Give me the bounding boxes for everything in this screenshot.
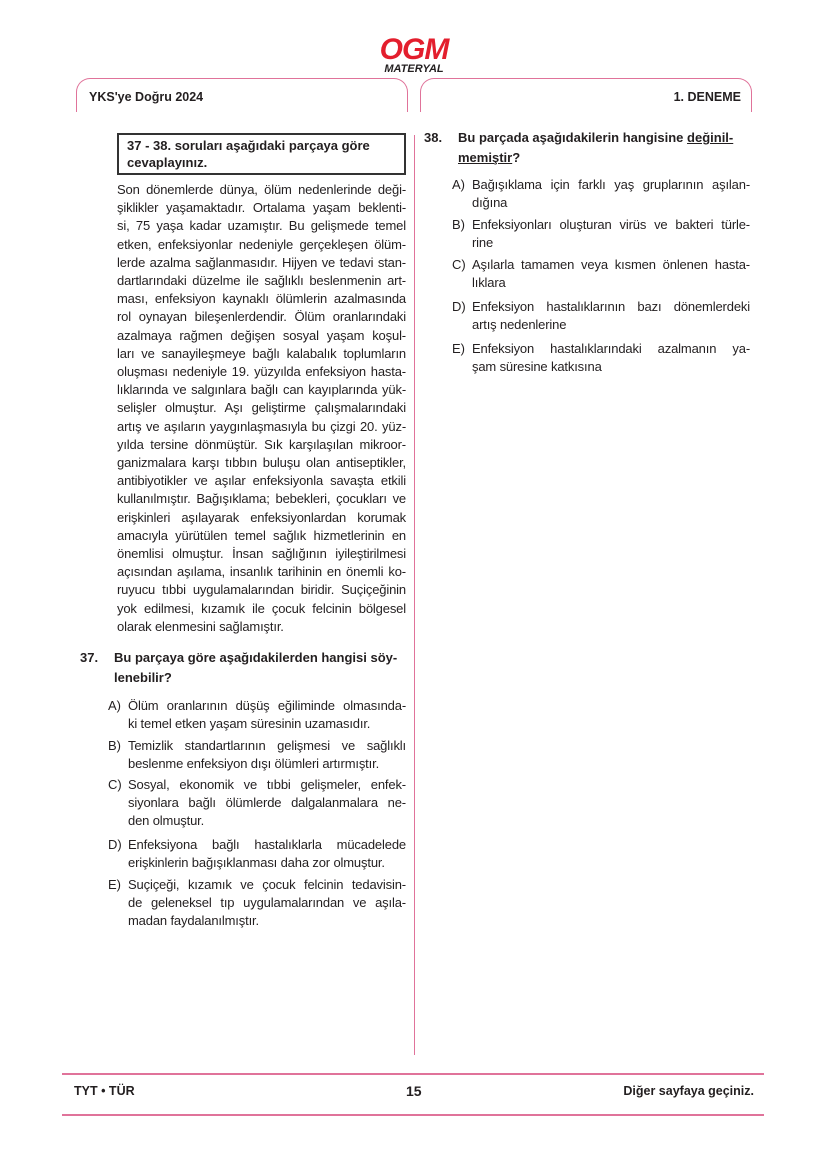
text-line: ları ve sanayileşmeye bağlı kalabalık toplumların: [117, 345, 406, 361]
text-line: si, 75 yaşa kadar uzamıştır. Bu gelişmede temel: [117, 218, 406, 234]
text-line: Suçiçeği, kızamık ve çocuk felcinin tedavisin-: [128, 877, 406, 892]
footer-subject: TYT • TÜR: [74, 1084, 135, 1098]
option-letter: D): [452, 299, 466, 314]
option-letter: E): [108, 877, 121, 892]
instruction-line: cevaplayınız.: [127, 155, 208, 170]
text-line: ganizmalara karşı tıbbın buluşu olan antiseptikler,: [117, 455, 406, 471]
text-line: ki temel etken yaşam süresinin uzamasıdır.: [128, 716, 371, 732]
instruction-line: 37 - 38. soruları aşağıdaki parçaya göre: [127, 138, 370, 153]
question-number: 38.: [424, 130, 443, 145]
text-line: Bağışıklama için farklı yaş gruplarının aşılan-: [472, 177, 750, 192]
option-letter: C): [108, 777, 122, 792]
stem-text: ?: [512, 150, 521, 165]
text-line: erişkinlerin bağışıklanması daha zor olmuştur.: [128, 855, 385, 871]
question-number: 37.: [80, 650, 99, 665]
text-line: Ölüm oranlarının düşüş eğiliminde olmasında-: [128, 698, 406, 713]
stem-underlined: değinil-: [687, 130, 734, 145]
answer-option-c[interactable]: [452, 256, 750, 292]
text-line: Temizlik standartlarının gelişmesi ve sağlıklı: [128, 738, 406, 753]
text-line: amacıyla yürütülen temel sağlık hizmetlerinin en: [117, 527, 406, 543]
text-line: Enfeksiyon hastalıklarındaki azalmanın ya-: [472, 341, 750, 356]
text-line: kullanılmıştır. Bağışıklama; bebekleri, çocukları ve: [117, 491, 406, 507]
option-text: [128, 776, 406, 831]
header-exam-name: 1. DENEME: [420, 78, 752, 112]
answer-option-e[interactable]: [452, 340, 750, 376]
text-line: şiklikler yaşamaktadır. Ortalama yaşam beklenti-: [117, 200, 406, 216]
reading-passage: [117, 181, 406, 636]
stem-text: Bu parçada aşağıdakilerin hangisine: [458, 130, 688, 145]
option-text: [128, 876, 406, 931]
text-line: ması, enfeksiyon kaynaklı ölümlerin azalmasında: [117, 291, 406, 307]
text-line: Son dönemlerde dünya, ölüm nedenlerinde deği-: [117, 182, 406, 197]
text-line: açısından aşılama, insanlık tarihinin en önemli ko-: [117, 564, 406, 580]
answer-option-b[interactable]: [452, 216, 750, 252]
question-stem: [114, 648, 406, 688]
text-line: dartlarındaki düzelme ile sağlıklı beslenmenin art-: [117, 273, 406, 289]
option-text: [472, 298, 750, 334]
option-letter: B): [452, 217, 465, 232]
ogm-materyal-logo: [372, 33, 456, 75]
footer-rule-top: [62, 1073, 764, 1075]
text-line: lerde azalma sağlanmasıdır. Hijyen ve tedavi stan-: [117, 254, 406, 270]
text-line: azalmaya rağmen değişen sosyal yaşam koşul-: [117, 327, 406, 343]
text-line: etken, enfeksiyonlar nedeniyle gerçekleşen ölüm-: [117, 236, 406, 252]
text-line: olarak elenmesini sağlamıştır.: [117, 618, 284, 634]
answer-option-a[interactable]: [452, 176, 750, 212]
option-text: [128, 836, 406, 872]
text-line: lıklarında ve salgınlara bağlı can kayıplarında yük-: [117, 382, 406, 398]
option-letter: C): [452, 257, 466, 272]
question-37: [80, 648, 406, 688]
footer-rule-bottom: [62, 1114, 764, 1116]
text-line: önemlisi olmuştur. İnsan sağlığının iyileştirilmesi: [117, 546, 406, 562]
text-line: artış ve aşıların yaygınlaşmasıyla bu çizgi 20. yüz-: [117, 418, 406, 434]
page-number: 15: [406, 1083, 422, 1099]
logo-sub: MATERYAL: [384, 63, 444, 75]
question-38: [424, 128, 750, 168]
text-line: Enfeksiyona bağlı hastalıklarla mücadelede: [128, 837, 406, 852]
question-stem: [458, 128, 750, 168]
text-line: dığına: [472, 195, 508, 211]
text-line: siyonlara bağlı ölümlerde dalgalanmalara ne-: [128, 795, 406, 811]
stem-line: lenebilir?: [114, 670, 172, 685]
option-text: [472, 216, 750, 252]
answer-option-e[interactable]: [108, 876, 406, 931]
text-line: Enfeksiyon hastalıklarının bazı dönemlerdeki: [472, 299, 750, 314]
text-line: oluşması nedeniyle 19. yüzyılda enfeksiyon hasta-: [117, 364, 406, 380]
option-letter: E): [452, 341, 465, 356]
option-text: [128, 697, 406, 733]
option-letter: A): [452, 177, 465, 192]
text-line: ruyucu tıbbi uygulamalarından biridir. Suçiçeğinin: [117, 582, 406, 598]
column-divider: [414, 135, 415, 1055]
option-text: [472, 256, 750, 292]
answer-option-a[interactable]: [108, 697, 406, 733]
header-title: YKS'ye Doğru 2024: [76, 78, 408, 112]
option-letter: D): [108, 837, 122, 852]
text-line: yılda tersine dönmüştür. Sık karşılaşılan mikroor-: [117, 436, 406, 452]
option-letter: A): [108, 698, 121, 713]
text-line: lıklara: [472, 275, 506, 291]
text-line: erişkinleri aşılayarak enfeksiyonlardan korumak: [117, 509, 406, 525]
text-line: beslenme enfeksiyon dışı ölümleri artırmıştır.: [128, 756, 380, 772]
text-line: rol oynayan bileşenlerdendir. Ölüm oranlarındaki: [117, 309, 406, 325]
logo-brand: OGM: [379, 33, 449, 66]
option-text: [472, 176, 750, 212]
footer-next-page: Diğer sayfaya geçiniz.: [623, 1084, 754, 1098]
text-line: Aşılarla tamamen veya kısmen önlenen hasta-: [472, 257, 750, 272]
text-line: yok edilmesi, kızamık ile çocuk felcinin bölgesel: [117, 600, 406, 616]
option-letter: B): [108, 738, 121, 753]
text-line: Enfeksiyonları oluşturan virüs ve bakteri türle-: [472, 217, 750, 232]
answer-option-b[interactable]: [108, 737, 406, 773]
option-text: [472, 340, 750, 376]
text-line: madan faydalanılmıştır.: [128, 913, 259, 929]
text-line: Sosyal, ekonomik ve tıbbi gelişmeler, enfek-: [128, 777, 406, 792]
answer-option-d[interactable]: [452, 298, 750, 334]
text-line: de geleneksel tıp uygulamalarından ve aşıla-: [128, 895, 406, 911]
instruction-box: [117, 133, 406, 175]
answer-option-d[interactable]: [108, 836, 406, 872]
text-line: den olmuştur.: [128, 813, 205, 829]
option-text: [128, 737, 406, 773]
text-line: selişler olmuştur. Aşı geliştirme çalışmalarındaki: [117, 400, 406, 416]
answer-option-c[interactable]: [108, 776, 406, 831]
stem-underlined: memiştir: [458, 150, 513, 165]
text-line: antibiyotikler ve aşılar enfeksiyonla savaşta etkili: [117, 473, 406, 489]
text-line: artış nedenlerine: [472, 317, 567, 333]
stem-line: Bu parçaya göre aşağıdakilerden hangisi söy-: [114, 650, 398, 665]
text-line: rine: [472, 235, 494, 251]
text-line: şam süresine katkısına: [472, 359, 602, 375]
